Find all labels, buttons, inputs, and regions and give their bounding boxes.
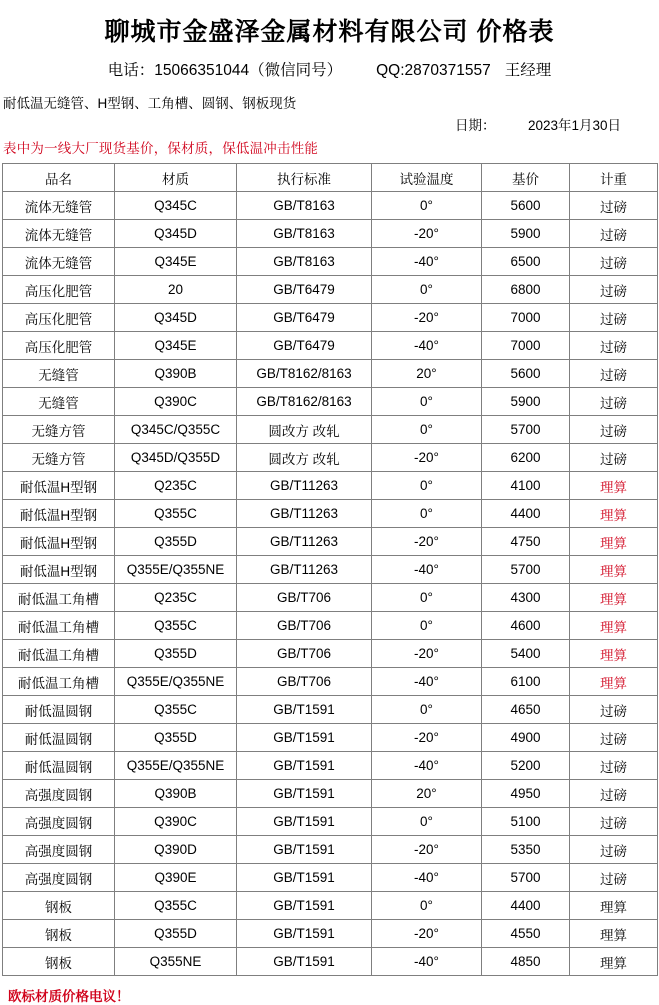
cell-temperature: 20° (372, 780, 482, 808)
cell-standard: GB/T1591 (237, 808, 372, 836)
cell-material: Q355E/Q355NE (115, 752, 237, 780)
cell-weighing: 理算 (570, 668, 658, 696)
cell-material: Q355C (115, 500, 237, 528)
manager-name: 王经理 (504, 62, 552, 79)
cell-material: Q235C (115, 584, 237, 612)
cell-weighing: 理算 (570, 612, 658, 640)
contact-row (0, 50, 659, 90)
table-row (3, 724, 658, 752)
table-row (3, 192, 658, 220)
cell-name: 钢板 (3, 920, 115, 948)
page-title: 聊城市金盛泽金属材料有限公司 价格表 (104, 18, 555, 46)
cell-weighing: 过磅 (570, 276, 658, 304)
table-row (3, 668, 658, 696)
cell-name: 高压化肥管 (3, 276, 115, 304)
cell-weighing: 理算 (570, 556, 658, 584)
cell-name: 耐低温H型钢 (3, 528, 115, 556)
table-row (3, 248, 658, 276)
cell-standard: GB/T8163 (237, 220, 372, 248)
cell-weighing: 过磅 (570, 724, 658, 752)
table-row (3, 640, 658, 668)
cell-temperature: -40° (372, 248, 482, 276)
cell-standard: GB/T8163 (237, 192, 372, 220)
cell-name: 耐低温工角槽 (3, 640, 115, 668)
cell-name: 高强度圆钢 (3, 836, 115, 864)
cell-temperature: -40° (372, 752, 482, 780)
table-header-row (3, 164, 658, 192)
table-row (3, 528, 658, 556)
cell-standard: GB/T8162/8163 (237, 388, 372, 416)
cell-weighing: 过磅 (570, 808, 658, 836)
cell-material: Q390E (115, 864, 237, 892)
qq-label: QQ:2870371557 (376, 62, 491, 79)
cell-price: 6500 (482, 248, 570, 276)
cell-name: 耐低温圆钢 (3, 724, 115, 752)
table-row (3, 276, 658, 304)
cell-price: 4900 (482, 724, 570, 752)
table-row (3, 892, 658, 920)
cell-material: Q345E (115, 248, 237, 276)
cell-standard: GB/T1591 (237, 780, 372, 808)
cell-material: 20 (115, 276, 237, 304)
cell-weighing: 过磅 (570, 752, 658, 780)
cell-material: Q355C (115, 612, 237, 640)
cell-standard: GB/T1591 (237, 864, 372, 892)
cell-price: 5400 (482, 640, 570, 668)
cell-price: 4300 (482, 584, 570, 612)
cell-standard: GB/T6479 (237, 304, 372, 332)
cell-standard: 圆改方 改轧 (237, 444, 372, 472)
table-row (3, 780, 658, 808)
table-body (3, 192, 658, 976)
cell-temperature: 0° (372, 472, 482, 500)
cell-price: 4100 (482, 472, 570, 500)
cell-temperature: 0° (372, 696, 482, 724)
cell-weighing: 过磅 (570, 304, 658, 332)
cell-standard: GB/T1591 (237, 752, 372, 780)
cell-price: 4600 (482, 612, 570, 640)
cell-weighing: 理算 (570, 948, 658, 976)
cell-standard: GB/T1591 (237, 696, 372, 724)
cell-name: 流体无缝管 (3, 220, 115, 248)
cell-standard: GB/T706 (237, 640, 372, 668)
cell-temperature: -40° (372, 864, 482, 892)
cell-temperature: 0° (372, 276, 482, 304)
cell-temperature: -20° (372, 640, 482, 668)
cell-weighing: 过磅 (570, 836, 658, 864)
cell-name: 耐低温H型钢 (3, 472, 115, 500)
column-header-name: 品名 (3, 164, 115, 192)
cell-name: 流体无缝管 (3, 248, 115, 276)
cell-material: Q355D (115, 640, 237, 668)
table-row (3, 304, 658, 332)
cell-weighing: 理算 (570, 500, 658, 528)
cell-name: 无缝方管 (3, 444, 115, 472)
cell-name: 无缝管 (3, 360, 115, 388)
cell-price: 5600 (482, 192, 570, 220)
cell-name: 钢板 (3, 948, 115, 976)
cell-weighing: 过磅 (570, 780, 658, 808)
cell-price: 4950 (482, 780, 570, 808)
cell-name: 耐低温工角槽 (3, 668, 115, 696)
cell-price: 5100 (482, 808, 570, 836)
cell-weighing: 过磅 (570, 360, 658, 388)
cell-temperature: -40° (372, 332, 482, 360)
cell-price: 5900 (482, 388, 570, 416)
cell-weighing: 理算 (570, 528, 658, 556)
cell-standard: GB/T1591 (237, 892, 372, 920)
cell-standard: GB/T11263 (237, 500, 372, 528)
cell-material: Q355C (115, 892, 237, 920)
cell-standard: GB/T8163 (237, 248, 372, 276)
cell-material: Q390B (115, 360, 237, 388)
cell-material: Q355D (115, 724, 237, 752)
cell-weighing: 过磅 (570, 416, 658, 444)
cell-material: Q235C (115, 472, 237, 500)
cell-material: Q345C/Q355C (115, 416, 237, 444)
cell-standard: GB/T11263 (237, 528, 372, 556)
table-row (3, 696, 658, 724)
table-row (3, 500, 658, 528)
table-row (3, 444, 658, 472)
table-row (3, 220, 658, 248)
price-table (2, 163, 658, 976)
cell-weighing: 过磅 (570, 696, 658, 724)
cell-name: 无缝管 (3, 388, 115, 416)
cell-material: Q355NE (115, 948, 237, 976)
cell-standard: GB/T706 (237, 668, 372, 696)
cell-weighing: 理算 (570, 640, 658, 668)
cell-temperature: 0° (372, 416, 482, 444)
table-row (3, 808, 658, 836)
cell-temperature: 0° (372, 192, 482, 220)
table-row (3, 388, 658, 416)
cell-price: 4550 (482, 920, 570, 948)
cell-price: 4750 (482, 528, 570, 556)
cell-name: 高压化肥管 (3, 304, 115, 332)
cell-name: 耐低温H型钢 (3, 556, 115, 584)
cell-standard: GB/T11263 (237, 472, 372, 500)
cell-price: 6100 (482, 668, 570, 696)
cell-standard: GB/T1591 (237, 836, 372, 864)
cell-name: 耐低温工角槽 (3, 584, 115, 612)
cell-price: 5600 (482, 360, 570, 388)
cell-temperature: -20° (372, 920, 482, 948)
cell-material: Q355E/Q355NE (115, 556, 237, 584)
table-row (3, 360, 658, 388)
cell-standard: GB/T1591 (237, 724, 372, 752)
cell-name: 钢板 (3, 892, 115, 920)
cell-temperature: 0° (372, 584, 482, 612)
cell-weighing: 过磅 (570, 220, 658, 248)
cell-temperature: 0° (372, 500, 482, 528)
product-line-text: 耐低温无缝管、H型钢、工角槽、圆钢、钢板现货 (3, 96, 297, 111)
cell-name: 耐低温圆钢 (3, 752, 115, 780)
cell-weighing: 过磅 (570, 192, 658, 220)
cell-standard: GB/T1591 (237, 948, 372, 976)
cell-price: 5350 (482, 836, 570, 864)
cell-price: 7000 (482, 332, 570, 360)
cell-temperature: -20° (372, 444, 482, 472)
cell-weighing: 过磅 (570, 332, 658, 360)
cell-price: 5700 (482, 556, 570, 584)
cell-weighing: 过磅 (570, 388, 658, 416)
footer-note: 欧标材质价格电议！ (8, 989, 130, 1004)
cell-weighing: 理算 (570, 584, 658, 612)
cell-price: 6200 (482, 444, 570, 472)
cell-price: 5900 (482, 220, 570, 248)
table-row (3, 472, 658, 500)
cell-standard: GB/T11263 (237, 556, 372, 584)
date-label: 日期： (455, 118, 496, 133)
cell-standard: GB/T6479 (237, 276, 372, 304)
cell-material: Q390C (115, 808, 237, 836)
cell-temperature: -20° (372, 220, 482, 248)
cell-weighing: 过磅 (570, 444, 658, 472)
cell-temperature: -20° (372, 836, 482, 864)
cell-temperature: -40° (372, 668, 482, 696)
table-row (3, 752, 658, 780)
cell-temperature: 0° (372, 808, 482, 836)
cell-temperature: -20° (372, 724, 482, 752)
cell-weighing: 理算 (570, 472, 658, 500)
cell-price: 4400 (482, 892, 570, 920)
cell-price: 4650 (482, 696, 570, 724)
cell-material: Q345D (115, 304, 237, 332)
column-header-standard: 执行标准 (237, 164, 372, 192)
cell-material: Q390D (115, 836, 237, 864)
cell-name: 耐低温工角槽 (3, 612, 115, 640)
cell-price: 5200 (482, 752, 570, 780)
cell-material: Q355C (115, 696, 237, 724)
cell-name: 高强度圆钢 (3, 780, 115, 808)
table-row (3, 584, 658, 612)
cell-name: 高压化肥管 (3, 332, 115, 360)
cell-temperature: 20° (372, 360, 482, 388)
table-row (3, 836, 658, 864)
cell-material: Q345D (115, 220, 237, 248)
cell-standard: GB/T6479 (237, 332, 372, 360)
cell-temperature: -40° (372, 948, 482, 976)
cell-material: Q355D (115, 528, 237, 556)
cell-price: 6800 (482, 276, 570, 304)
cell-weighing: 理算 (570, 892, 658, 920)
cell-temperature: -20° (372, 304, 482, 332)
cell-name: 流体无缝管 (3, 192, 115, 220)
cell-temperature: 0° (372, 388, 482, 416)
cell-temperature: -40° (372, 556, 482, 584)
cell-material: Q355E/Q355NE (115, 668, 237, 696)
table-row (3, 416, 658, 444)
cell-weighing: 过磅 (570, 864, 658, 892)
cell-standard: GB/T706 (237, 584, 372, 612)
cell-standard: 圆改方 改轧 (237, 416, 372, 444)
cell-material: Q345C (115, 192, 237, 220)
table-row (3, 332, 658, 360)
cell-name: 无缝方管 (3, 416, 115, 444)
notice-text: 表中为一线大厂现货基价，保材质，保低温冲击性能 (3, 141, 319, 156)
column-header-weighing: 计重 (570, 164, 658, 192)
table-row (3, 612, 658, 640)
cell-material: Q390B (115, 780, 237, 808)
table-row (3, 920, 658, 948)
phone-label: 电话：15066351044（微信同号） (107, 62, 343, 79)
cell-price: 5700 (482, 864, 570, 892)
date-value: 2023年1月30日 (528, 118, 622, 133)
column-header-price: 基价 (482, 164, 570, 192)
table-row (3, 948, 658, 976)
cell-price: 7000 (482, 304, 570, 332)
cell-name: 高强度圆钢 (3, 864, 115, 892)
table-row (3, 864, 658, 892)
cell-weighing: 理算 (570, 920, 658, 948)
cell-material: Q345E (115, 332, 237, 360)
cell-temperature: -20° (372, 528, 482, 556)
date-row (0, 112, 659, 134)
cell-name: 耐低温H型钢 (3, 500, 115, 528)
cell-price: 4850 (482, 948, 570, 976)
cell-name: 耐低温圆钢 (3, 696, 115, 724)
cell-standard: GB/T706 (237, 612, 372, 640)
cell-price: 4400 (482, 500, 570, 528)
cell-weighing: 过磅 (570, 248, 658, 276)
cell-material: Q390C (115, 388, 237, 416)
cell-material: Q345D/Q355D (115, 444, 237, 472)
cell-temperature: 0° (372, 612, 482, 640)
table-row (3, 556, 658, 584)
cell-temperature: 0° (372, 892, 482, 920)
column-header-temperature: 试验温度 (372, 164, 482, 192)
cell-material: Q355D (115, 920, 237, 948)
cell-standard: GB/T8162/8163 (237, 360, 372, 388)
cell-price: 5700 (482, 416, 570, 444)
column-header-material: 材质 (115, 164, 237, 192)
cell-name: 高强度圆钢 (3, 808, 115, 836)
cell-standard: GB/T1591 (237, 920, 372, 948)
